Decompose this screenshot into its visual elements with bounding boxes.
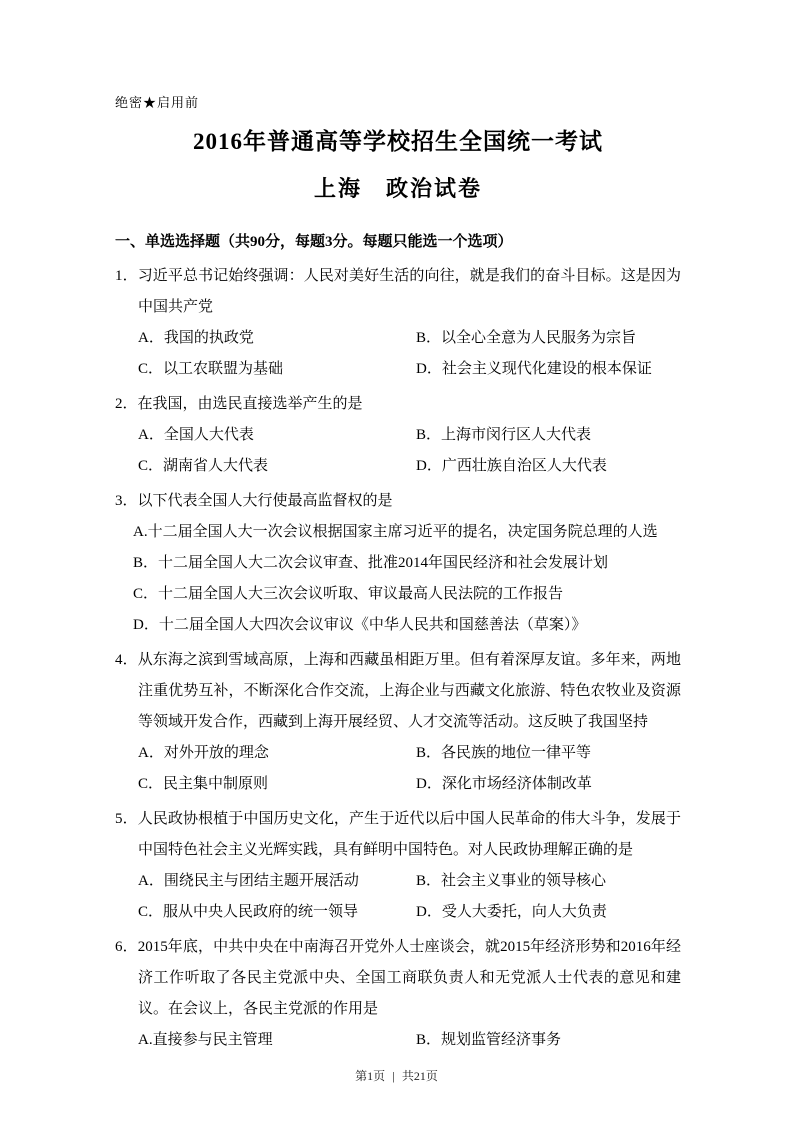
classification-label: 绝密★启用前 [115, 95, 200, 110]
question-2-option-a: A．全国人大代表 [138, 427, 254, 443]
question-4-option-a: A．对外开放的理念 [138, 745, 269, 761]
page-footer [0, 1067, 793, 1084]
question-2-stem: 2．在我国，由选民直接选举产生的是 [115, 396, 363, 412]
question-5 [115, 804, 681, 928]
question-4 [115, 645, 681, 800]
footer-page-number: 第1页 [355, 1069, 386, 1083]
question-6-option-a: A.直接参与民主管理 [138, 1032, 273, 1048]
exam-title: 2016年普通高等学校招生全国统一考试 [193, 129, 603, 154]
question-6-option-b: B．规划监管经济事务 [416, 1032, 562, 1048]
question-1-stem: 1．习近平总书记始终强调：人民对美好生活的向往，就是我们的奋斗目标。这是因为中国共产党 [115, 268, 681, 315]
question-3-option-d: D．十二届全国人大四次会议审议《中华人民共和国慈善法（草案）》 [133, 617, 587, 633]
question-4-option-b: B．各民族的地位一律平等 [416, 745, 592, 761]
question-2-option-c: C．湖南省人大代表 [138, 458, 269, 474]
question-3-stem: 3．以下代表全国人大行使最高监督权的是 [115, 493, 393, 509]
question-2-option-d: D．广西壮族自治区人大代表 [416, 458, 607, 474]
question-2-options [115, 420, 681, 482]
question-4-stem: 4．从东海之滨到雪域高原，上海和西藏虽相距万里。但有着深厚友谊。多年来，两地注重优势互补，不断深化合作交流，上海企业与西藏文化旅游、特色农牧业及资源等领域开发合作，西藏到上海开展经贸、人才交流等活动。这反映了我国坚持 [115, 652, 681, 730]
question-5-option-b: B．社会主义事业的领导核心 [416, 873, 607, 889]
question-3-option-b: B．十二届全国人大二次会议审查、批准2014年国民经济和社会发展计划 [133, 555, 609, 571]
question-1-option-d: D．社会主义现代化建设的根本保证 [416, 361, 652, 377]
question-6 [115, 932, 681, 1056]
question-1 [115, 261, 681, 385]
question-4-option-c: C．民主集中制原则 [138, 776, 269, 792]
question-5-option-a: A．围绕民主与团结主题开展活动 [138, 873, 359, 889]
question-4-options [115, 738, 681, 800]
question-5-options [115, 866, 681, 928]
question-2-option-b: B．上海市闵行区人大代表 [416, 427, 592, 443]
question-3-options [115, 517, 681, 641]
question-4-option-d: D．深化市场经济体制改革 [416, 776, 592, 792]
question-3 [115, 486, 681, 641]
question-1-option-b: B．以全心全意为人民服务为宗旨 [416, 330, 637, 346]
footer-separator: | [392, 1069, 395, 1083]
question-3-option-c: C．十二届全国人大三次会议听取、审议最高人民法院的工作报告 [133, 586, 564, 602]
section-header: 一、单选选择题（共90分，每题3分。每题只能选一个选项） [115, 234, 513, 250]
exam-subtitle: 上海 政治试卷 [313, 176, 482, 201]
footer-total-pages: 共21页 [401, 1069, 438, 1083]
question-5-option-d: D．受人大委托，向人大负责 [416, 904, 607, 920]
question-6-options [115, 1025, 681, 1056]
question-6-stem: 6．2015年底，中共中央在中南海召开党外人士座谈会，就2015年经济形势和2016年经济工作听取了各民主党派中央、全国工商联负责人和无党派人士代表的意见和建议。在会议上，各民主党派的作用是 [115, 939, 681, 1017]
question-5-stem: 5．人民政协根植于中国历史文化，产生于近代以后中国人民革命的伟大斗争，发展于中国特色社会主义光辉实践，具有鲜明中国特色。对人民政协理解正确的是 [115, 811, 681, 858]
question-1-option-a: A．我国的执政党 [138, 330, 254, 346]
question-3-option-a: A.十二届全国人大一次会议根据国家主席习近平的提名，决定国务院总理的人选 [133, 524, 658, 540]
question-1-option-c: C．以工农联盟为基础 [138, 361, 284, 377]
question-5-option-c: C．服从中央人民政府的统一领导 [138, 904, 359, 920]
question-2 [115, 389, 681, 482]
question-1-options [115, 323, 681, 385]
